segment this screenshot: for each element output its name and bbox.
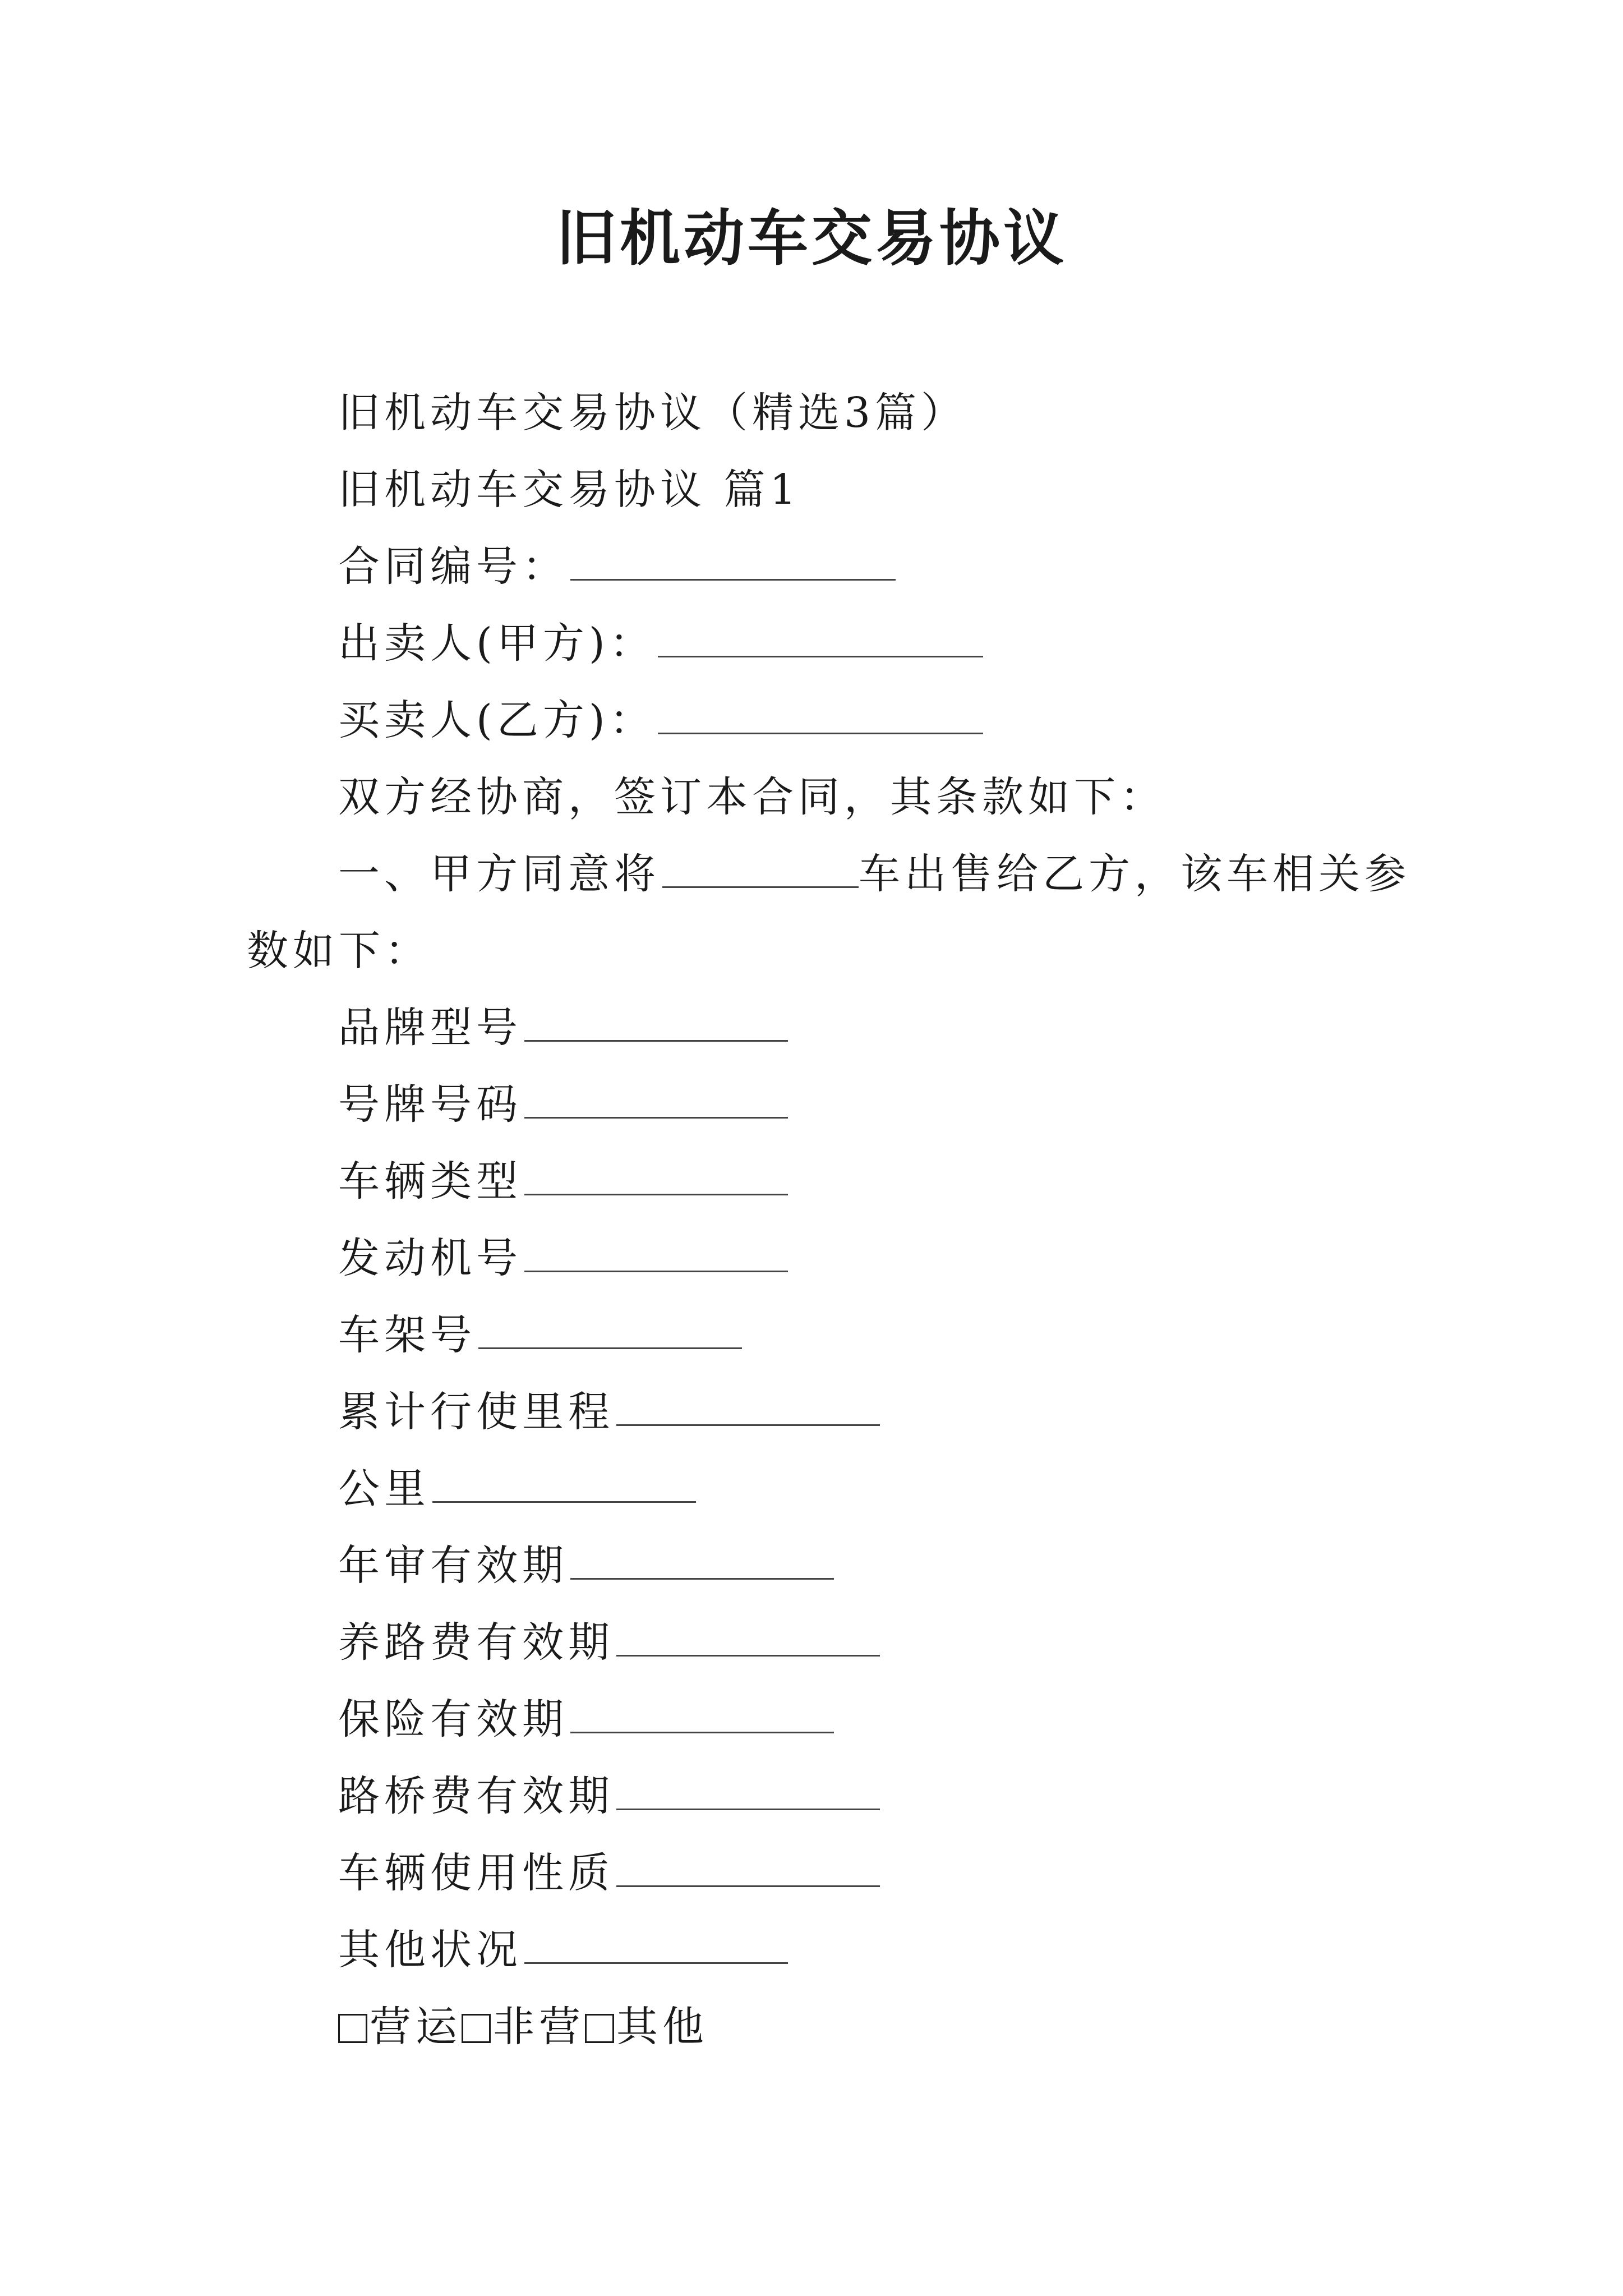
seller-label: 出卖人(甲方)： (338, 619, 656, 668)
subtitle-line (247, 375, 1391, 452)
field-label: 品牌型号 (338, 1004, 522, 1052)
field-line (247, 1527, 1391, 1604)
clause1-cont-text: 数如下： (247, 927, 431, 975)
field-label: 公里 (338, 1465, 430, 1513)
field-line (247, 1451, 1391, 1527)
field-blank[interactable] (570, 1699, 834, 1733)
field-line (247, 1835, 1391, 1912)
contract-no-line (247, 528, 1391, 605)
clause1-cont-line (247, 913, 1391, 990)
checkbox-icon[interactable] (338, 2014, 367, 2043)
checkbox-icon[interactable] (585, 2014, 614, 2043)
field-label: 路桥费有效期 (338, 1772, 614, 1820)
field-blank[interactable] (524, 1084, 788, 1119)
field-blank[interactable] (524, 1930, 788, 1964)
field-label: 车辆使用性质 (338, 1849, 614, 1897)
field-blank[interactable] (524, 1007, 788, 1042)
document-title: 旧机动车交易协议 (555, 203, 1067, 274)
field-label: 其他状况 (338, 1926, 522, 1974)
contract-no-label: 合同编号： (338, 542, 568, 591)
field-label: 车架号 (338, 1311, 476, 1359)
field-blank[interactable] (524, 1238, 788, 1272)
part-heading-text: 旧机动车交易协议 篇1 (338, 466, 801, 514)
field-line (247, 1604, 1391, 1681)
field-line (247, 990, 1391, 1066)
field-blank[interactable] (478, 1315, 742, 1349)
field-label: 保险有效期 (338, 1695, 568, 1743)
field-label: 号牌号码 (338, 1080, 522, 1129)
field-label: 年审有效期 (338, 1542, 568, 1590)
buyer-label: 买卖人(乙方)： (338, 696, 656, 744)
vehicle-blank[interactable] (662, 854, 859, 888)
field-blank[interactable] (616, 1622, 880, 1657)
field-blank[interactable] (570, 1545, 834, 1580)
seller-blank[interactable] (658, 623, 983, 657)
intro-text: 双方经协商，签订本合同，其条款如下： (338, 773, 1166, 821)
field-line (247, 1681, 1391, 1758)
document-body (247, 375, 1410, 2065)
buyer-line (247, 682, 1391, 759)
part-heading-line (247, 452, 1391, 528)
contract-no-blank[interactable] (570, 546, 896, 581)
field-line (247, 1912, 1391, 1989)
option-label: 非营 (493, 2003, 585, 2051)
clause1-line (247, 836, 1410, 913)
field-line (247, 1066, 1391, 1143)
buyer-blank[interactable] (658, 700, 983, 734)
usage-options-line (247, 1989, 1391, 2065)
field-line (247, 1220, 1391, 1297)
clause1-suffix: 车出售给乙方，该车相关参 (859, 850, 1410, 898)
field-line (247, 1297, 1391, 1374)
field-line (247, 1143, 1391, 1220)
field-blank[interactable] (616, 1776, 880, 1810)
field-blank[interactable] (616, 1392, 880, 1426)
checkbox-icon[interactable] (462, 2014, 491, 2043)
subtitle-text: 旧机动车交易协议（精选3篇） (338, 389, 967, 437)
field-label: 发动机号 (338, 1234, 522, 1282)
seller-line (247, 605, 1391, 682)
field-label: 累计行使里程 (338, 1388, 614, 1436)
field-blank[interactable] (524, 1161, 788, 1195)
option-operating[interactable] (338, 1989, 462, 2065)
field-blank[interactable] (616, 1853, 880, 1887)
intro-line (247, 759, 1391, 836)
field-label: 养路费有效期 (338, 1618, 614, 1667)
option-non-operating[interactable] (462, 1989, 585, 2065)
field-label: 车辆类型 (338, 1157, 522, 1205)
clause1-prefix: 一、甲方同意将 (338, 850, 660, 898)
option-label: 其他 (616, 2003, 708, 2051)
option-other[interactable] (585, 1989, 708, 2065)
field-line (247, 1758, 1391, 1835)
option-label: 营运 (370, 2003, 462, 2051)
field-line (247, 1374, 1391, 1451)
field-blank[interactable] (432, 1469, 696, 1503)
